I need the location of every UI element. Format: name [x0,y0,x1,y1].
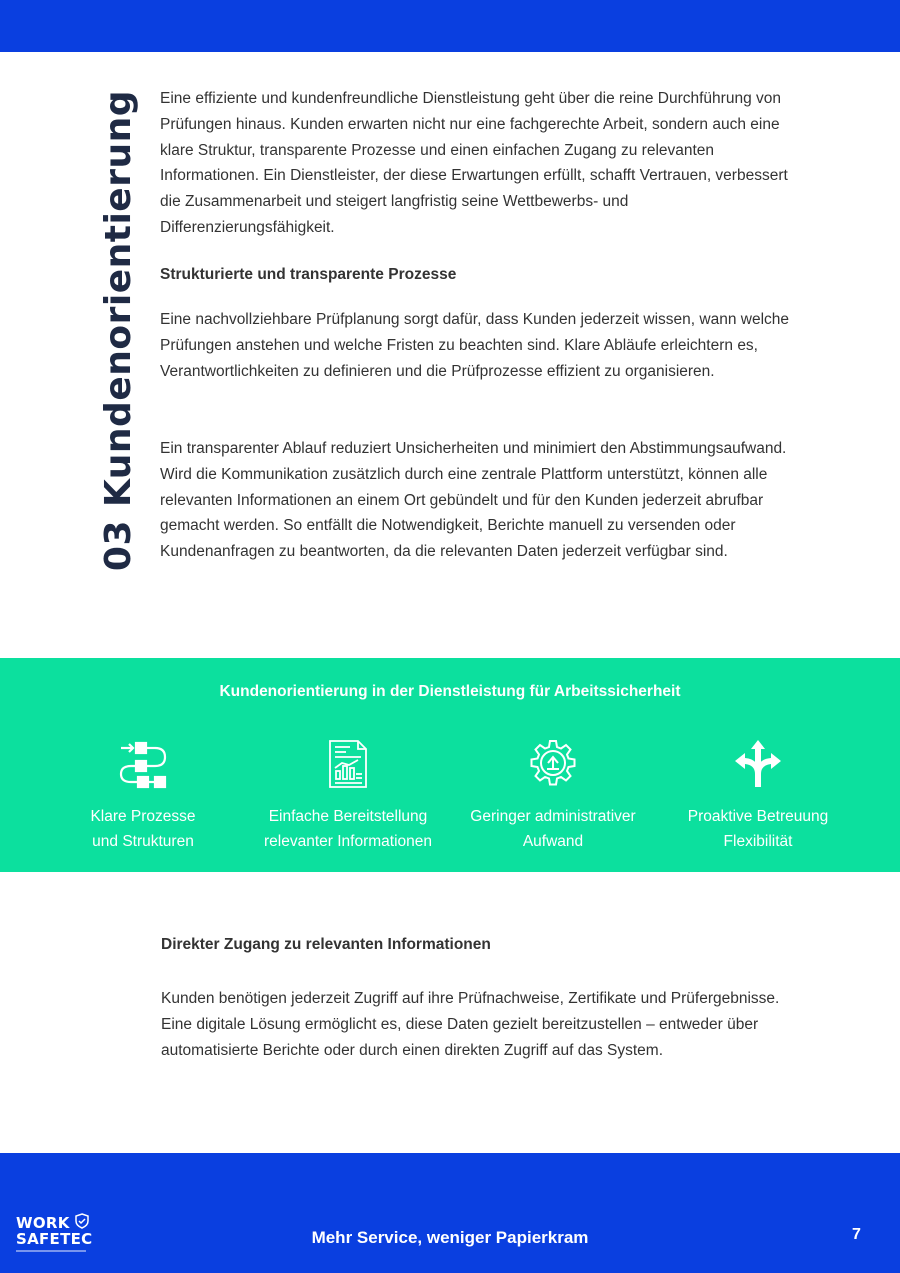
feature-processes [43,738,243,854]
feature-band-title: Kundenorientierung in der Dienstleistung für Arbeitssicherheit [219,683,681,700]
section-heading-processes: Strukturierte und transparente Prozesse [160,266,457,283]
feature-information-line1: Einfache Bereitstellung [268,808,428,825]
process-flow-icon [117,738,169,790]
section-heading-access: Direkter Zugang zu relevanten Informationen [161,936,491,953]
access-paragraph [161,986,806,1063]
feature-support-line2: Flexibilität [723,833,793,850]
processes-paragraph-2 [160,436,800,565]
section-title-wrap [84,90,154,595]
feature-admin [453,738,653,854]
section-title: 03 Kundenorientierung [98,90,139,572]
feature-admin-line1: Geringer administrativer [470,808,636,825]
feature-support [658,738,858,854]
footer-bar [0,1153,900,1273]
document-report-icon [322,738,374,790]
feature-processes-line2: und Strukturen [92,833,194,850]
footer-slogan: Mehr Service, weniger Papierkram [311,1228,589,1247]
shield-check-icon [74,1213,90,1229]
access-text: Kunden benötigen jederzeit Zugriff auf ihre Prüfnachweise, Zertifikate und Prüfergebnisse. Eine digitale Lösung ermöglicht es, diese Daten gezielt bereitzustellen – entweder über automatisierte Berichte oder durch einen direkten Zugriff auf das System. [161,990,780,1059]
processes-text-1: Eine nachvollziehbare Prüfplanung sorgt dafür, dass Kunden jederzeit wissen, wann welche Prüfungen anstehen und welche Fristen zu beachten sind. Klare Abläufe erleichtern es, Verantwortlichkeiten zu definieren und die Prüfprozesse effizient zu organisieren. [160,311,789,380]
feature-information-line2: relevanter Informationen [263,833,432,850]
logo-word-1: WORK [16,1214,70,1232]
feature-processes-line1: Klare Prozesse [90,808,196,825]
feature-admin-line2: Aufwand [522,833,584,850]
direction-arrows-icon [732,738,784,790]
processes-text-2: Ein transparenter Ablauf reduziert Unsicherheiten und minimiert den Abstimmungsaufwand. Wird die Kommunikation zusätzlich durch eine zentrale Plattform unterstützt, können alle relevanten Informationen an einem Ort gebündelt und für den Kunden jederzeit abrufbar gemacht werden. So entfällt die Notwendigkeit, Berichte manuell zu versenden oder Kundenanfragen zu beantworten, da die relevanten Daten jederzeit verfügbar sind. [160,440,787,561]
page-number: 7 [852,1226,861,1243]
intro-paragraph [160,86,800,241]
processes-paragraph-1 [160,307,800,384]
logo-word-2: SAFETEC [16,1230,93,1248]
top-bar [0,0,900,52]
gear-upload-icon [527,738,579,790]
feature-support-line1: Proaktive Betreuung [687,808,829,825]
feature-information [248,738,448,854]
logo-tagline-line [16,1250,86,1252]
intro-text: Eine effiziente und kundenfreundliche Dienstleistung geht über die reine Durchführung von Prüfungen hinaus. Kunden erwarten nicht nur eine fachgerechte Arbeit, sondern auch eine klare Struktur, transparente Prozesse und einen einfachen Zugang zu relevanten Informationen. Ein Dienstleister, der diese Erwartungen erfüllt, schafft Vertrauen, verbessert die Zusammenarbeit und steigert langfristig seine Wettbewerbs- und Differenzierungsfähigkeit. [160,90,788,236]
